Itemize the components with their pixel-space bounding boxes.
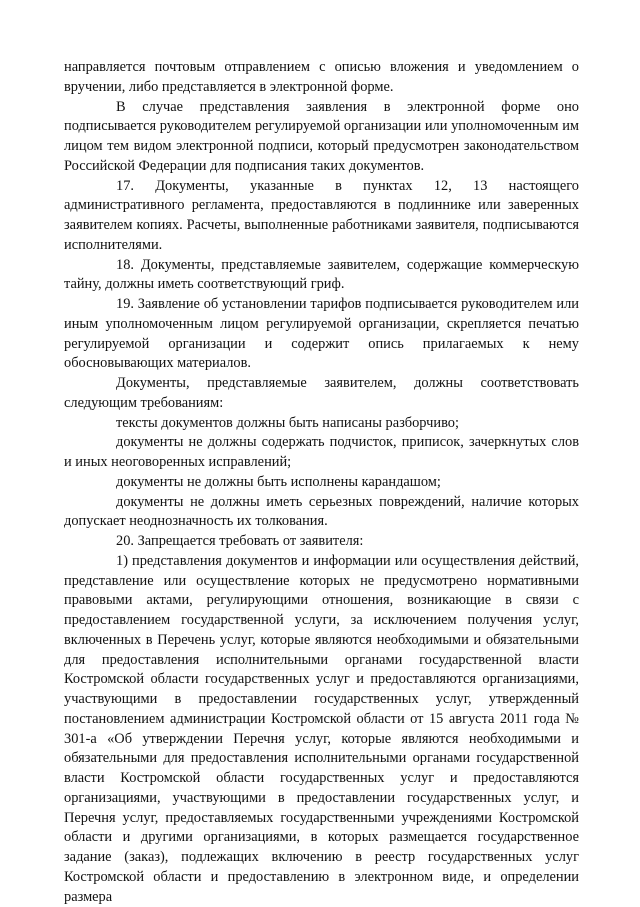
paragraph-18: 18. Документы, представляемые заявителем, содержащие коммерческую тайну, должны иметь соответствующий гриф. (64, 256, 579, 293)
requirement-legible: тексты документов должны быть написаны разборчиво; (116, 414, 459, 431)
paragraph-20: 20. Запрещается требовать от заявителя: (116, 533, 364, 549)
paragraph-17: 17. Документы, указанные в пунктах 12, 13 настоящего административного регламента, предоставляются в подлиннике или заверенных заявителем копиях. Расчеты, выполненные работниками заявителя, подписываются исполнителями. (64, 177, 579, 253)
document-page (64, 58, 579, 907)
requirement-no-pencil: документы не должны быть исполнены карандашом; (116, 473, 441, 490)
paragraph-requirements-intro: Документы, представляемые заявителем, должны соответствовать следующим требованиям: (64, 375, 579, 411)
requirement-no-damage: документы не должны иметь серьезных повреждений, наличие которых допускает неоднозначность их толкования. (64, 493, 579, 530)
paragraph-continuation: направляется почтовым отправлением с описью вложения и уведомлением о вручении, либо представляется в электронной форме. (64, 59, 579, 95)
paragraph-19: 19. Заявление об установлении тарифов подписывается руководителем или иным уполномоченным лицом регулируемой организации, скрепляется печатью регулируемой организации и содержит опись прилагаемых к нему обосновывающих материалов. (64, 296, 579, 372)
paragraph-20-item-1: 1) представления документов и информации или осуществления действий, представление или осуществление которых не предусмотрено нормативными правовыми актами, регулирующими отношения, возникающие в связи с предоставлением государственной услуги, за исключением получения услуг, включенных в Перечень услуг, которые являются необходимыми и обязательными для предоставления исполнительными органами государственной власти Костромской области государственных услуг и предоставляются организациями, участвующими в предоставлении государственных услуг, утвержденный постановлением администрации Костромской области от 15 августа 2011 года № 301-а «Об утверждении Перечня услуг, которые являются необходимыми и обязательными для предоставления исполнительными органами государственной власти Костромской области государственных услуг и предоставляются организациями, участвующими в предоставлении государственных услуг, и Перечня услуг, предоставляемых государственными учреждениями Костромской области и другими организациями, в которых размещается государственное задание (заказ), подлежащих включению в реестр государственных услуг Костромской области и предоставлению в электронном виде, и определении размера (64, 552, 579, 905)
requirement-no-erasures: документы не должны содержать подчисток, приписок, зачеркнутых слов и иных неоговоренных исправлений; (64, 434, 579, 470)
paragraph-electronic-signature: В случае представления заявления в электронной форме оно подписывается руководителем регулируемой организации или уполномоченным им лицом тем видом электронной подписи, который предусмотрен законодательством Российской Федерации для подписания таких документов. (64, 98, 579, 174)
